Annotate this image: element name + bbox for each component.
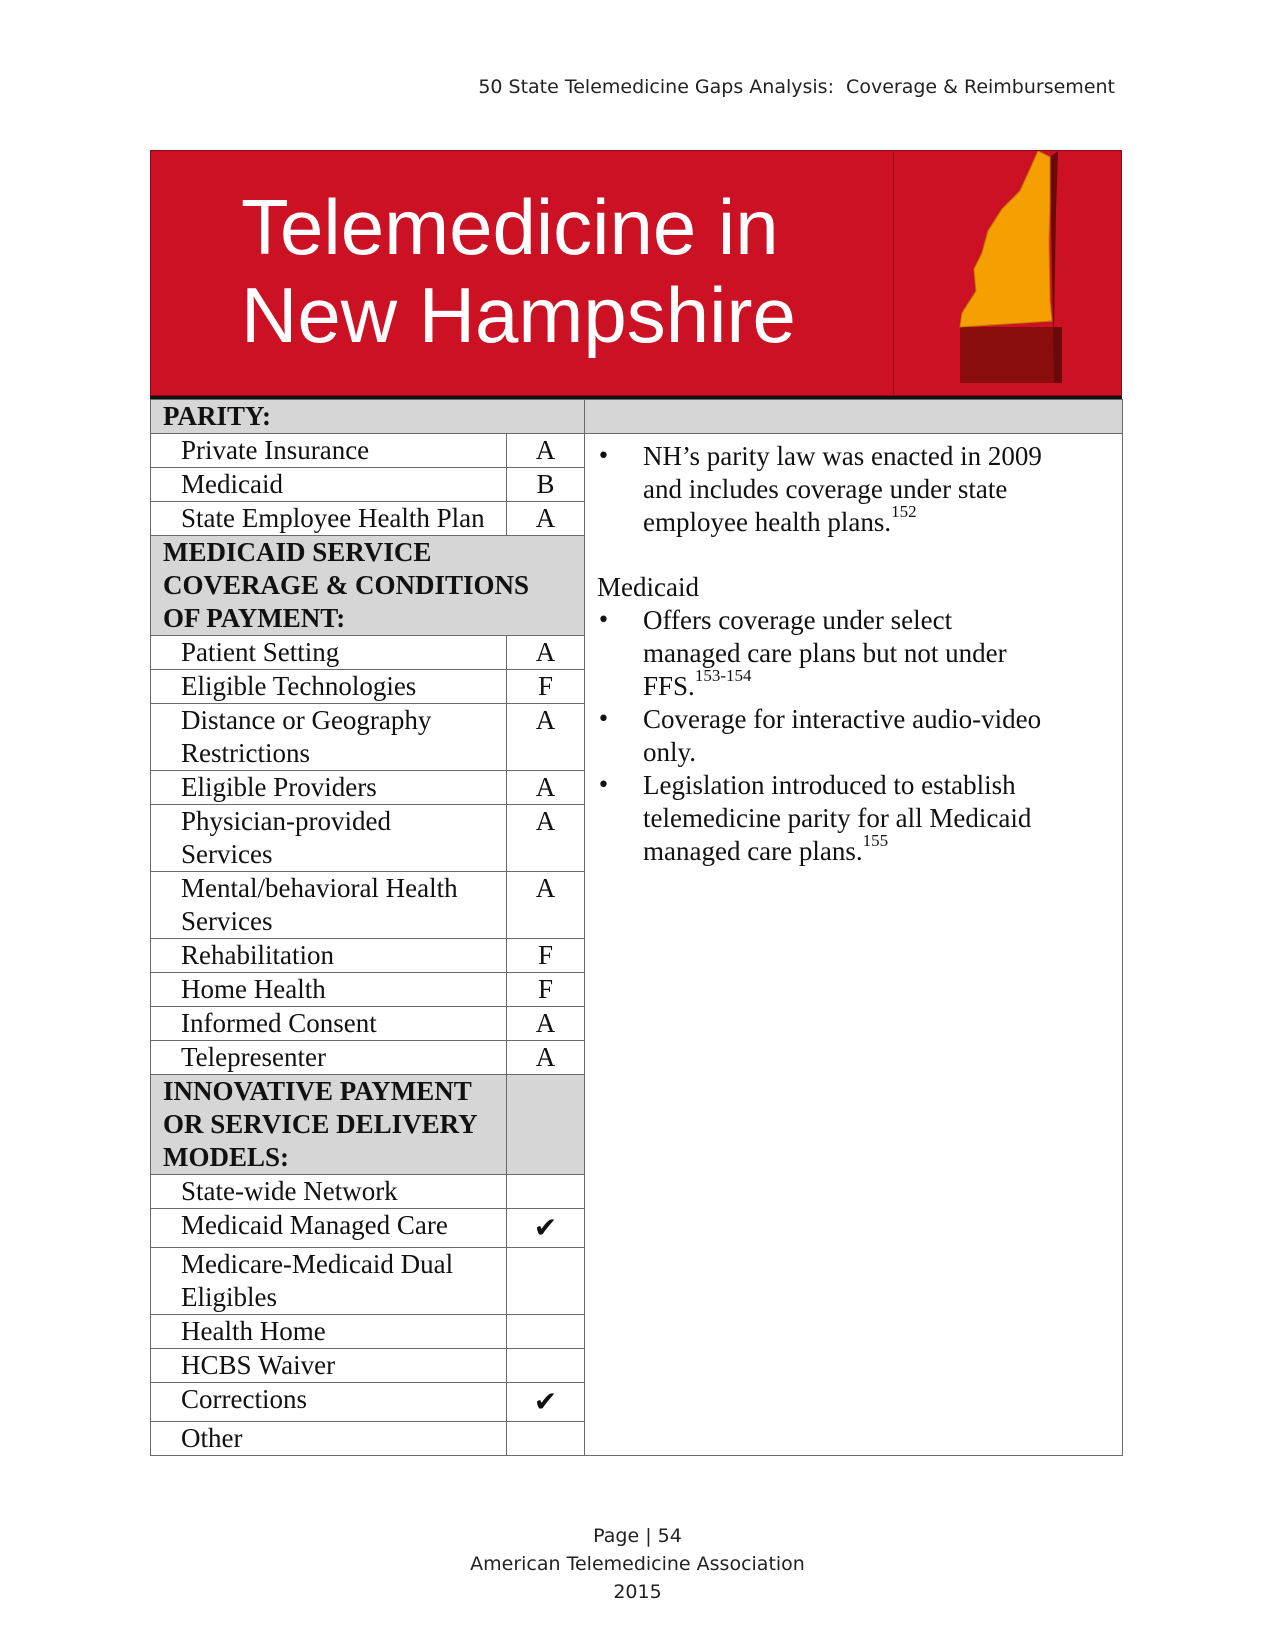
title-line-2: New Hampshire <box>241 271 796 359</box>
grades-table <box>150 399 1123 1456</box>
row-eligible-providers: Eligible Providers <box>151 771 507 805</box>
row-mental-behavioral-health: Mental/behavioral Health Services <box>151 872 507 939</box>
grade-telepresenter: A <box>507 1041 585 1075</box>
grade-rehabilitation: F <box>507 939 585 973</box>
new-hampshire-map-icon <box>946 151 1066 387</box>
check-medicare-medicaid-dual <box>507 1248 585 1315</box>
page-title <box>241 183 796 359</box>
medicaid-heading: MEDICAID SERVICE COVERAGE & CONDITIONS OF PAYMENT: <box>151 536 585 636</box>
notes-header-cell <box>585 400 1123 434</box>
row-distance-geography: Distance or Geography Restrictions <box>151 704 507 771</box>
banner-divider <box>893 151 894 395</box>
row-corrections: Corrections <box>151 1383 507 1422</box>
running-header: 50 State Telemedicine Gaps Analysis: Coverage & Reimbursement <box>478 76 1115 98</box>
row-other: Other <box>151 1422 507 1456</box>
check-mark-icon: ✔ <box>507 1209 585 1248</box>
grade-physician-provided-services: A <box>507 805 585 872</box>
check-health-home <box>507 1315 585 1349</box>
row-informed-consent: Informed Consent <box>151 1007 507 1041</box>
page-number: Page | 54 <box>593 1525 682 1547</box>
footnote-ref: 152 <box>891 502 917 521</box>
row-eligible-technologies: Eligible Technologies <box>151 670 507 704</box>
row-health-home: Health Home <box>151 1315 507 1349</box>
row-medicare-medicaid-dual: Medicare-Medicaid Dual Eligibles <box>151 1248 507 1315</box>
row-medicaid-managed-care: Medicaid Managed Care <box>151 1209 507 1248</box>
row-patient-setting: Patient Setting <box>151 636 507 670</box>
row-private-insurance: Private Insurance <box>151 434 507 468</box>
grade-private-insurance: A <box>507 434 585 468</box>
grade-state-employee-health-plan: A <box>507 502 585 536</box>
notes-panel <box>585 434 1123 1456</box>
check-mark-icon: ✔ <box>507 1383 585 1422</box>
medicaid-notes-title: Medicaid <box>597 572 699 602</box>
parity-heading: PARITY: <box>151 400 585 434</box>
title-line-1: Telemedicine in <box>241 183 779 271</box>
footer-org: American Telemedicine Association <box>470 1553 805 1575</box>
row-hcbs-waiver: HCBS Waiver <box>151 1349 507 1383</box>
parity-note: • NH’s parity law was enacted in 2009 and includes coverage under state employee health plans.$^{152}$ <box>597 440 1110 539</box>
row-medicaid: Medicaid <box>151 468 507 502</box>
title-banner <box>150 150 1122 396</box>
check-other <box>507 1422 585 1456</box>
grade-eligible-technologies: F <box>507 670 585 704</box>
row-home-health: Home Health <box>151 973 507 1007</box>
footer-year: 2015 <box>613 1581 662 1603</box>
medicaid-note: • Legislation introduced to establish telemedicine parity for all Medicaid managed care plans.$^{155}$ <box>597 769 1110 868</box>
medicaid-note: • Offers coverage under select managed care plans but not under FFS.$^{153-154}$ <box>597 604 1110 703</box>
row-rehabilitation: Rehabilitation <box>151 939 507 973</box>
footnote-ref: 153-154 <box>694 666 752 685</box>
grade-medicaid: B <box>507 468 585 502</box>
innovative-heading: INNOVATIVE PAYMENT OR SERVICE DELIVERY MODELS: <box>151 1075 507 1175</box>
innovative-heading-grade-cell <box>507 1075 585 1175</box>
grade-distance-geography: A <box>507 704 585 771</box>
grade-home-health: F <box>507 973 585 1007</box>
grade-informed-consent: A <box>507 1007 585 1041</box>
row-state-wide-network: State-wide Network <box>151 1175 507 1209</box>
grade-mental-behavioral-health: A <box>507 872 585 939</box>
page-footer <box>0 1522 1275 1606</box>
row-physician-provided-services: Physician-provided Services <box>151 805 507 872</box>
check-state-wide-network <box>507 1175 585 1209</box>
medicaid-note: • Coverage for interactive audio-video only. <box>597 703 1110 769</box>
footnote-ref: 155 <box>862 831 889 850</box>
grade-patient-setting: A <box>507 636 585 670</box>
check-hcbs-waiver <box>507 1349 585 1383</box>
grade-eligible-providers: A <box>507 771 585 805</box>
row-telepresenter: Telepresenter <box>151 1041 507 1075</box>
row-state-employee-health-plan: State Employee Health Plan <box>151 502 507 536</box>
